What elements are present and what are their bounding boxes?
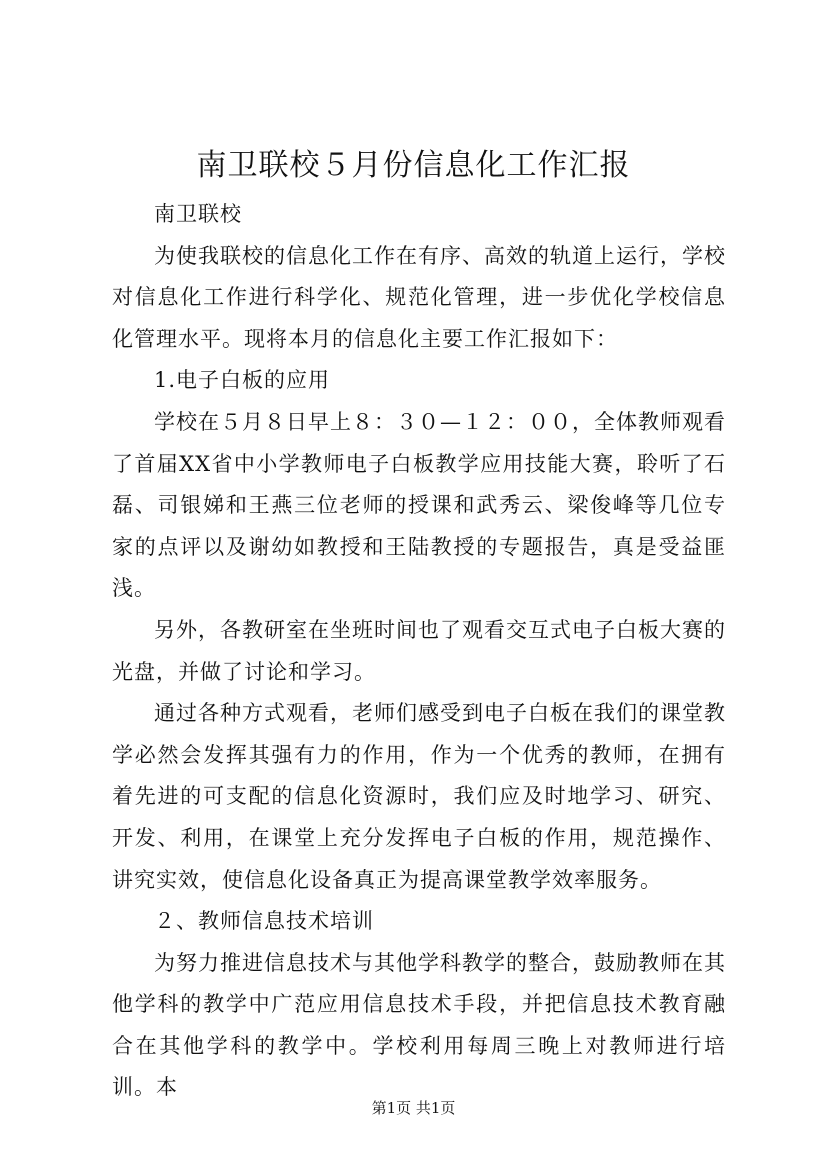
paragraph-whiteboard-event: 学校在５月８日早上８：３０—１２：００，全体教师观看了首届XX省中小学教师电子白板教学应用技能大赛，聆听了石磊、司银娣和王燕三位老师的授课和武秀云、梁俊峰等几位专家的点评以及谢幼如教授和王陆教授的专题报告，真是受益匪浅。 <box>112 409 726 601</box>
paragraph-whiteboard-disc: 另外，各教研室在坐班时间也了观看交互式电子白板大赛的光盘，并做了讨论和学习。 <box>112 617 726 684</box>
paragraph-whiteboard-summary: 通过各种方式观看，老师们感受到电子白板在我们的课堂教学必然会发挥其强有力的作用，作为一个优秀的教师，在拥有着先进的可支配的信息化资源时，我们应及时地学习、研究、开发、利用，在课堂上充分发挥电子白板的作用，规范操作、讲究实效，使信息化设备真正为提高课堂教学效率服务。 <box>112 701 726 892</box>
section-heading-whiteboard: 1.电子白板的应用 <box>154 368 331 393</box>
document-body <box>112 194 726 1109</box>
document-title: 南卫联校５月份信息化工作汇报 <box>196 148 631 183</box>
paragraph-author: 南卫联校 <box>154 202 242 226</box>
section-heading-training: ２、教师信息技术培训 <box>154 909 374 934</box>
paragraph-training: 为努力推进信息技术与其他学科教学的整合，鼓励教师在其他学科的教学中广范应用信息技术手段，并把信息技术教育融合在其他学科的教学中。学校利用每周三晚上对教师进行培训。本 <box>112 950 726 1100</box>
page-footer: 第1页 共1页 <box>371 1099 456 1117</box>
paragraph-intro: 为使我联校的信息化工作在有序、高效的轨道上运行，学校对信息化工作进行科学化、规范化管理，进一步优化学校信息化管理水平。现将本月的信息化主要工作汇报如下： <box>112 243 726 351</box>
